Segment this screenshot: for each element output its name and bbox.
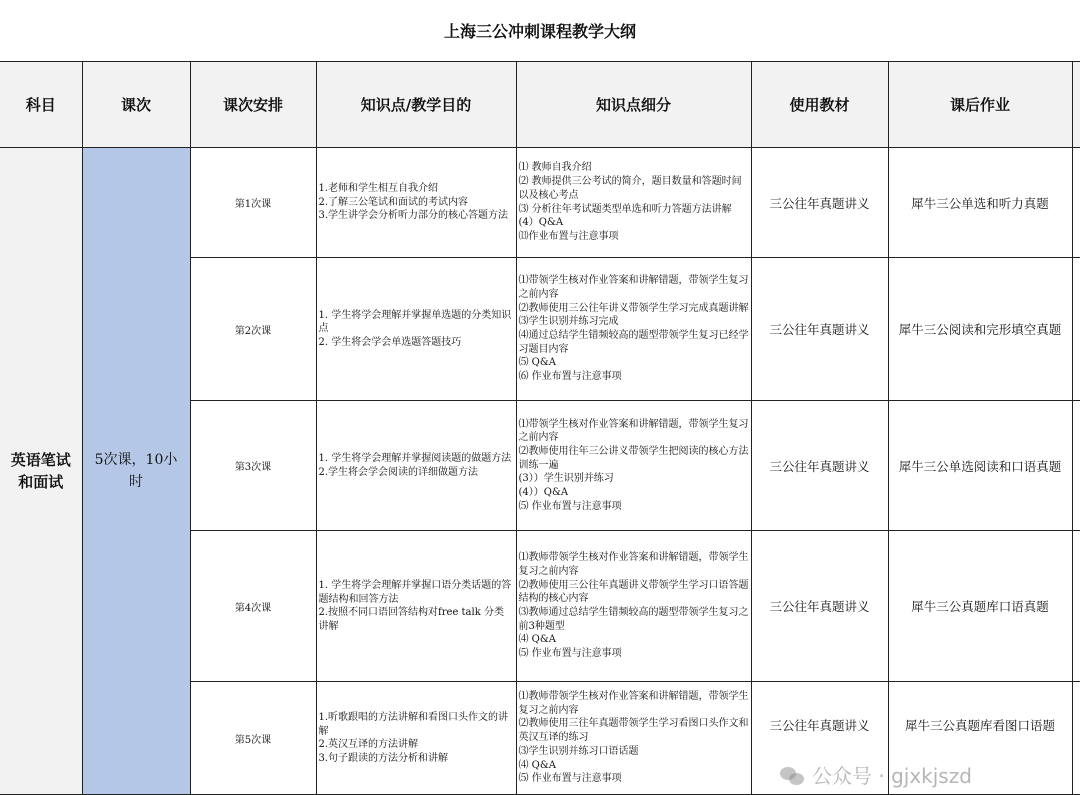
material-cell: 三公往年真题讲义	[751, 401, 888, 531]
header-details: 知识点细分	[516, 62, 751, 148]
detail-item: ⑵教师使用三公往年讲义带领学生学习完成真题讲解	[518, 302, 749, 314]
material-cell: 三公往年真题讲义	[751, 148, 888, 258]
detail-item: ⑸ Q&A	[518, 357, 556, 369]
material-cell: 三公往年真题讲义	[751, 531, 888, 682]
watermark-text: 公众号 · gjxkjszd	[812, 764, 972, 788]
goals-cell	[316, 682, 516, 795]
lesson-label: 第3次课	[190, 401, 316, 531]
goal-item: 2.英汉互译的方法讲解	[318, 739, 419, 750]
details-cell	[516, 258, 751, 401]
detail-item: (4）Q&A	[518, 217, 564, 229]
goals-cell	[316, 148, 516, 258]
detail-item: (3））学生识别并练习	[518, 473, 614, 485]
details-cell	[516, 682, 751, 795]
details-cell	[516, 401, 751, 531]
detail-item: ⑵ 教师提供三公考试的简介，题目数量和答题时间以及核心考点	[518, 176, 742, 201]
lesson-label: 第5次课	[190, 682, 316, 795]
goal-item: 1. 学生将学会理解并掌握单选题的分类知识点	[318, 309, 512, 335]
goal-item: 1. 学生将学会理解并掌握阅读题的做题方法	[318, 453, 512, 464]
detail-item: ⑵教师使用三公往年真题讲义带领学生学习口语答题结构的核心内容	[518, 579, 749, 605]
goal-item: 3.句子跟读的方法分析和讲解	[318, 752, 449, 764]
material-cell: 三公往年真题讲义	[751, 682, 888, 795]
header-edge	[1072, 62, 1080, 148]
detail-item: ⑸ 作业布置与注意事项	[518, 648, 622, 660]
edge-cell	[1072, 148, 1080, 258]
header-lesson: 课次安排	[190, 62, 316, 148]
goal-item: 2. 学生将会学会单选题答题技巧	[318, 336, 462, 348]
detail-item: ⑴教师带领学生核对作业答案和讲解错题，带领学生复习之前内容	[518, 691, 749, 716]
document-title: 上海三公冲刺课程教学大纲	[0, 0, 1080, 63]
goal-item: 2.按照不同口语回答结构对free talk 分类讲解	[318, 607, 504, 632]
detail-item: (4））Q&A	[518, 487, 569, 499]
detail-item: ⑶教师通过总结学生错频较高的题型带领学生复习之前3种题型	[518, 607, 749, 632]
goals-cell	[316, 401, 516, 531]
header-count: 课次	[82, 62, 190, 148]
homework-cell: 犀牛三公阅读和完形填空真题	[888, 258, 1072, 401]
edge-cell	[1072, 401, 1080, 531]
detail-item: ⑴带领学生核对作业答案和讲解错题，带领学生复习之前内容	[518, 418, 749, 444]
syllabus-table	[0, 61, 1080, 795]
lesson-label: 第1次课	[190, 148, 316, 258]
detail-item: ⑷通过总结学生错频较高的题型带领学生复习已经学习题目内容	[518, 330, 749, 355]
goals-cell	[316, 531, 516, 682]
count-cell: 5次课，10小时	[82, 148, 190, 795]
subject-text: 英语笔试和面试	[10, 451, 71, 491]
detail-item: ⑸ 作业布置与注意事项	[518, 500, 622, 512]
edge-cell	[1072, 682, 1080, 795]
header-goals: 知识点/教学目的	[316, 62, 516, 148]
lesson-label: 第4次课	[190, 531, 316, 682]
detail-item: ⑵教师使用三往年真题带领学生学习看图口头作文和英汉互译的练习	[518, 718, 749, 744]
edge-cell	[1072, 258, 1080, 401]
detail-item: ⑴ 教师自我介绍	[518, 162, 592, 174]
detail-item: ⑷ Q&A	[518, 634, 556, 646]
detail-item: ⒀作业布置与注意事项	[518, 230, 619, 242]
homework-cell: 犀牛三公单选阅读和口语真题	[888, 401, 1072, 531]
subject-cell	[0, 148, 82, 795]
goal-item: 2.了解三公笔试和面试的考试内容	[318, 196, 469, 208]
edge-cell	[1072, 531, 1080, 682]
homework-cell: 犀牛三公单选和听力真题	[888, 148, 1072, 258]
header-row	[0, 62, 1080, 148]
detail-item: ⑵教师使用往年三公讲义带领学生把阅读的核心方法训练一遍	[518, 445, 749, 471]
lesson-label: 第2次课	[190, 258, 316, 401]
detail-item: ⑴带领学生核对作业答案和讲解错题，带领学生复习之前内容	[518, 275, 749, 300]
detail-item: ⑹ 作业布置与注意事项	[518, 371, 622, 383]
table-row	[0, 148, 1080, 258]
homework-cell: 犀牛三公真题库口语真题	[888, 531, 1072, 682]
header-subject: 科目	[0, 62, 82, 148]
detail-item: ⑶ 分析往年考试题类型单选和听力答题方法讲解	[518, 203, 732, 215]
detail-item: ⑶学生识别并练习完成	[518, 316, 619, 328]
detail-item: ⑴教师带领学生核对作业答案和讲解错题，带领学生复习之前内容	[518, 552, 749, 577]
header-homework: 课后作业	[888, 62, 1072, 148]
details-cell	[516, 531, 751, 682]
homework-cell: 犀牛三公真题库看图口语题	[888, 682, 1072, 795]
detail-item: ⑶学生识别并练习口语话题	[518, 745, 639, 757]
material-cell: 三公往年真题讲义	[751, 258, 888, 401]
detail-item: ⑸ 作业布置与注意事项	[518, 773, 622, 785]
goal-item: 1.听歌跟唱的方法讲解和看图口头作文的讲解	[318, 712, 509, 737]
goal-item: 1. 学生将学会理解并掌握口语分类话题的答题结构和回答方法	[318, 580, 512, 605]
details-cell	[516, 148, 751, 258]
header-material: 使用教材	[751, 62, 888, 148]
goal-item: 2.学生将会学会阅读的详细做题方法	[318, 466, 479, 478]
goal-item: 1.老师和学生相互自我介绍	[318, 183, 439, 195]
goals-cell	[316, 258, 516, 401]
goal-item: 3.学生讲学会分析听力部分的核心答题方法	[318, 210, 509, 222]
detail-item: ⑷ Q&A	[518, 759, 556, 771]
